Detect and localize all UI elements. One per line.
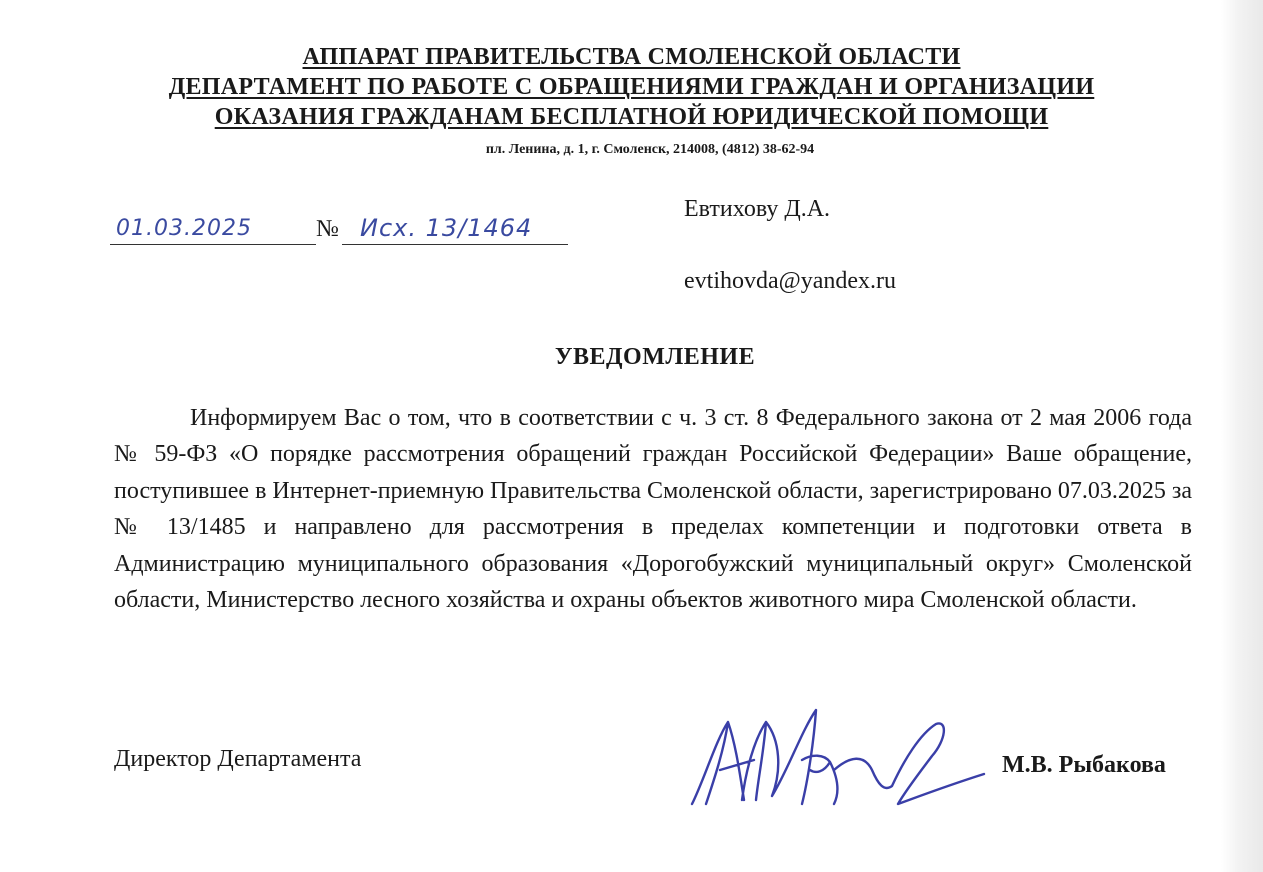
number-sign: № xyxy=(316,216,339,242)
registration-number: Исх. 13/1464 xyxy=(360,214,533,242)
document-body: Информируем Вас о том, что в соответствии с ч. 3 ст. 8 Федерального закона от 2 мая 2006 года № 59-ФЗ «О порядке рассмотрения обращений граждан Российской Федерации» Ваше обращение, поступившее в Интернет-приемную Правительства Смоленской области, зарегистрировано 07.03.2025 за № 13/1485 и направлено для рассмотрения в пределах компетенции и подготовки ответа в Администрацию муниципального образования «Дорогобужский муниципальный округ» Смоленской области, Министерство лесного хозяйства и охраны объектов животного мира Смоленской области. xyxy=(114,405,1192,614)
number-underline xyxy=(342,244,568,245)
recipient-name: Евтихову Д.А. xyxy=(684,196,831,222)
signature-icon xyxy=(684,700,994,820)
letterhead-line-1: АППАРАТ ПРАВИТЕЛЬСТВА СМОЛЕНСКОЙ ОБЛАСТИ xyxy=(302,44,961,70)
registration-block xyxy=(110,206,570,256)
registration-date: 01.03.2025 xyxy=(116,216,252,241)
letterhead xyxy=(0,42,1263,132)
letterhead-line-2: ДЕПАРТАМЕНТ ПО РАБОТЕ С ОБРАЩЕНИЯМИ ГРАЖДАН И ОРГАНИЗАЦИИ xyxy=(168,74,1095,100)
letterhead-line-3: ОКАЗАНИЯ ГРАЖДАНАМ БЕСПЛАТНОЙ ЮРИДИЧЕСКОЙ ПОМОЩИ xyxy=(214,104,1049,130)
signer-position: Директор Департамента xyxy=(114,746,362,772)
document-title: УВЕДОМЛЕНИЕ xyxy=(554,344,756,370)
date-underline xyxy=(110,244,316,245)
letterhead-address: пл. Ленина, д. 1, г. Смоленск, 214008, (4812) 38-62-94 xyxy=(485,142,815,157)
recipient-email: evtihovda@yandex.ru xyxy=(684,268,897,294)
signer-name: М.В. Рыбакова xyxy=(1002,752,1166,778)
